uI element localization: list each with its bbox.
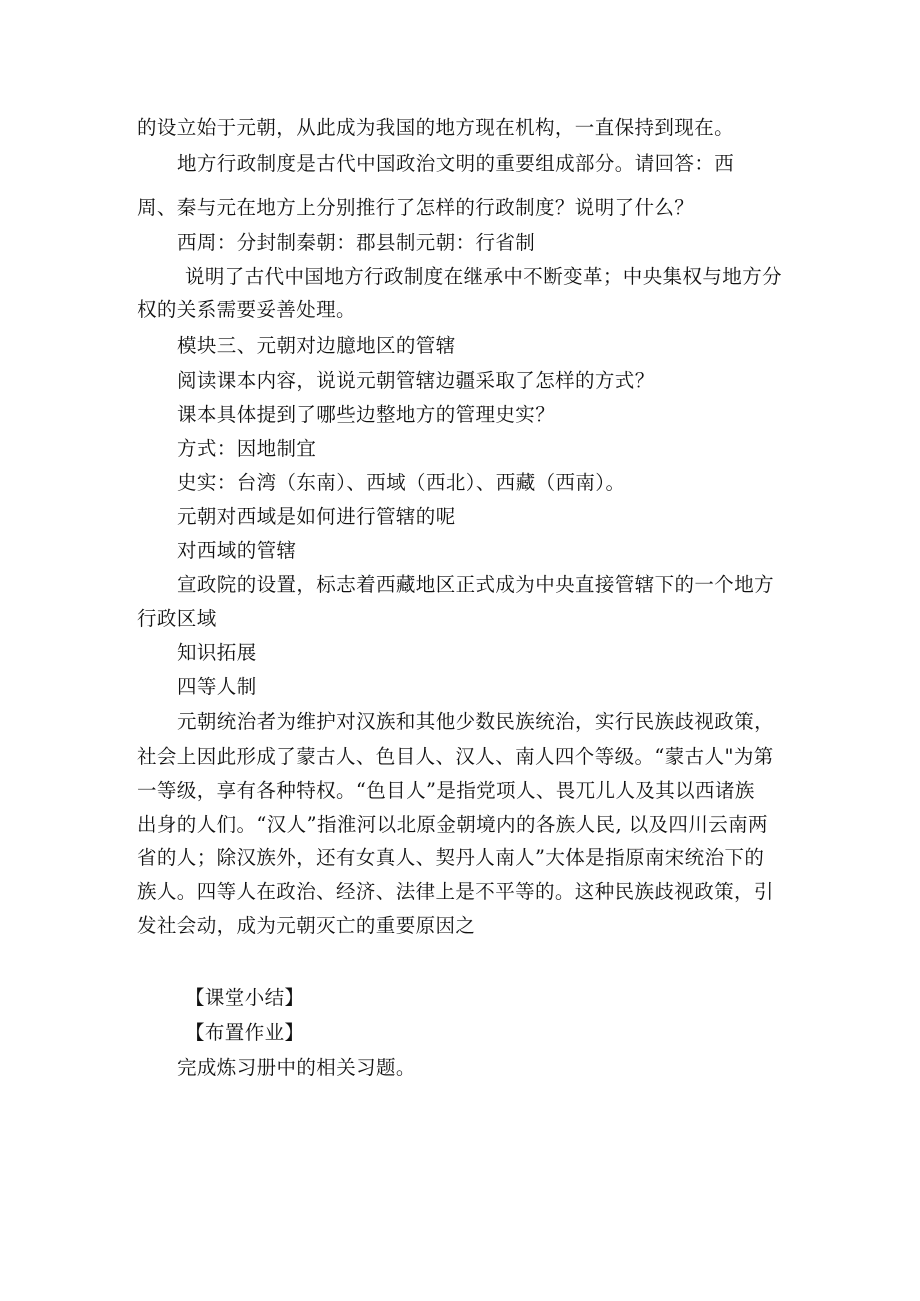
text-line-21: 出身的人们。“汉人”指淮河以北原金朝境内的各族人民, 以及四川云南两 xyxy=(137,813,768,836)
section-heading-knowledge: 知识拓展 xyxy=(177,641,257,664)
text-line-23: 族人。四等人在政治、经济、法律上是不平等的。这种民族歧视政策，引 xyxy=(137,880,774,903)
section-heading-homework: 【布置作业】 xyxy=(185,1021,305,1044)
text-line-12: 元朝对西域是如何进行管辖的呢 xyxy=(177,505,456,528)
text-line-11: 史实：台湾（东南）、西域（西北）、西藏（西南）。 xyxy=(177,471,626,494)
text-line-19: 社会上因此形成了蒙古人、色目人、汉人、南人四个等级。“蒙古人"为第 xyxy=(137,745,774,768)
text-line-22: 省的人；除汉族外，还有女真人、契丹人南人”大体是指原南宋统治下的 xyxy=(137,846,765,869)
text-line-2: 地方行政制度是古代中国政治文明的重要组成部分。请回答：西 xyxy=(177,152,735,175)
text-line-10: 方式：因地制宜 xyxy=(177,437,317,460)
text-line-18: 元朝统治者为维护对汉族和其他少数民族统治，实行民族歧视政策， xyxy=(177,710,775,733)
text-line-5: 说明了古代中国地方行政制度在继承中不断变革；中央集权与地方分 xyxy=(185,265,783,288)
section-heading-four-classes: 四等人制 xyxy=(177,675,257,698)
text-line-20: 一等级，享有各种特权。“色目人”是指党项人、畏兀儿人及其以西诸族 xyxy=(137,779,755,802)
text-line-24: 发社会动，成为元朝灭亡的重要原因之 xyxy=(137,914,476,937)
text-line-13: 对西域的管辖 xyxy=(177,539,297,562)
text-line-8: 阅读课本内容，说说元朝管辖边疆采取了怎样的方式？ xyxy=(177,369,655,392)
text-line-27: 完成炼习册中的相关习题。 xyxy=(177,1056,416,1079)
text-line-4: 西周：分封制秦朝：郡县制元朝：行省制 xyxy=(177,231,536,254)
text-line-3: 周、秦与元在地方上分别推行了怎样的行政制度？说明了什么？ xyxy=(137,196,695,219)
text-line-6: 权的关系需要妥善处理。 xyxy=(137,298,356,321)
section-heading-module3: 模块三、元朝对边臆地区的管辖 xyxy=(177,334,456,357)
text-line-9: 课本具体提到了哪些边整地方的管理史实？ xyxy=(177,403,556,426)
text-line-15: 行政区域 xyxy=(137,607,217,630)
text-line-1: 的设立始于元朝，从此成为我国的地方现在机构，一直保持到现在。 xyxy=(137,116,735,139)
text-line-14: 宣政院的设置，标志着西藏地区正式成为中央直接管辖下的一个地方 xyxy=(177,573,775,596)
section-heading-summary: 【课堂小结】 xyxy=(185,986,305,1009)
